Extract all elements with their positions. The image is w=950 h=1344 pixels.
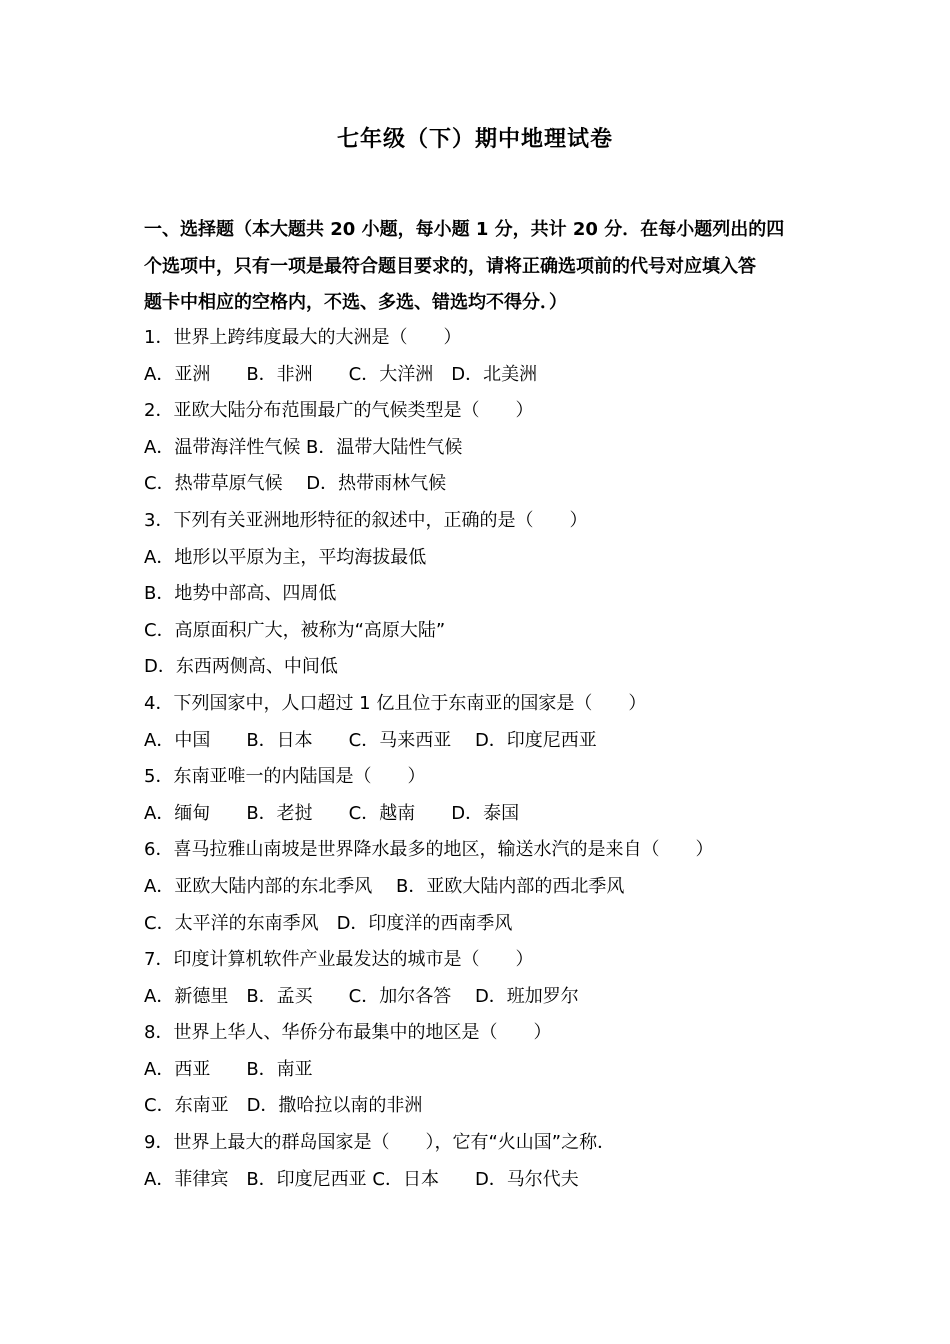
question-9-options: A．菲律宾 B．印度尼西亚 C．日本 D．马尔代夫 bbox=[144, 1168, 579, 1190]
question-4-options: A．中国 B．日本 C．马来西亚 D．印度尼西亚 bbox=[144, 729, 597, 751]
question-6-options-cd: C．太平洋的东南季风 D．印度洋的西南季风 bbox=[144, 912, 513, 934]
question-8-options-cd: C．东南亚 D．撒哈拉以南的非洲 bbox=[144, 1095, 423, 1117]
question-3-option-d: D．东西两侧高、中间低 bbox=[144, 656, 338, 678]
question-8-stem: 8．世界上华人、华侨分布最集中的地区是（ ） bbox=[144, 1022, 552, 1044]
question-9-stem: 9．世界上最大的群岛国家是（ ），它有“火山国”之称． bbox=[144, 1132, 616, 1154]
question-2-options-ab: A．温带海洋性气候 B．温带大陆性气候 bbox=[144, 436, 463, 458]
section-instructions bbox=[144, 212, 824, 322]
question-8-options-ab: A．西亚 B．南亚 bbox=[144, 1058, 313, 1080]
question-3-option-c: C．高原面积广大，被称为“高原大陆” bbox=[144, 619, 446, 641]
question-1-options: A．亚洲 B．非洲 C．大洋洲 D．北美洲 bbox=[144, 363, 538, 385]
question-6-options-ab: A．亚欧大陆内部的东北季风 B．亚欧大陆内部的西北季风 bbox=[144, 875, 625, 897]
question-7-stem: 7．印度计算机软件产业最发达的城市是（ ） bbox=[144, 949, 534, 971]
instruction-line: 个选项中，只有一项是最符合题目要求的，请将正确选项前的代号对应填入答 bbox=[144, 255, 756, 277]
question-7-options: A．新德里 B．孟买 C．加尔各答 D．班加罗尔 bbox=[144, 985, 579, 1007]
question-4-stem: 4．下列国家中，人口超过 1 亿且位于东南亚的国家是（ ） bbox=[144, 692, 647, 714]
question-2-options-cd: C．热带草原气候 D．热带雨林气候 bbox=[144, 473, 447, 495]
question-6-stem: 6．喜马拉雅山南坡是世界降水最多的地区，输送水汽的是来自（ ） bbox=[144, 839, 714, 861]
exam-title: 七年级（下）期中地理试卷 bbox=[336, 127, 613, 152]
instruction-line: 一、选择题（本大题共 20 小题，每小题 1 分，共计 20 分．在每小题列出的四 bbox=[144, 219, 785, 240]
question-1-stem: 1．世界上跨纬度最大的大洲是（ ） bbox=[144, 327, 462, 348]
question-list bbox=[144, 320, 844, 1198]
question-5-options: A．缅甸 B．老挝 C．越南 D．泰国 bbox=[144, 802, 520, 824]
question-3-option-a: A．地形以平原为主，平均海拔最低 bbox=[144, 546, 427, 568]
instruction-line: 题卡中相应的空格内，不选、多选、错选均不得分．） bbox=[144, 292, 567, 313]
question-5-stem: 5．东南亚唯一的内陆国是（ ） bbox=[144, 766, 426, 788]
question-3-option-b: B．地势中部高、四周低 bbox=[144, 583, 337, 605]
question-2-stem: 2．亚欧大陆分布范围最广的气候类型是（ ） bbox=[144, 400, 534, 422]
question-3-stem: 3．下列有关亚洲地形特征的叙述中，正确的是（ ） bbox=[144, 509, 588, 531]
